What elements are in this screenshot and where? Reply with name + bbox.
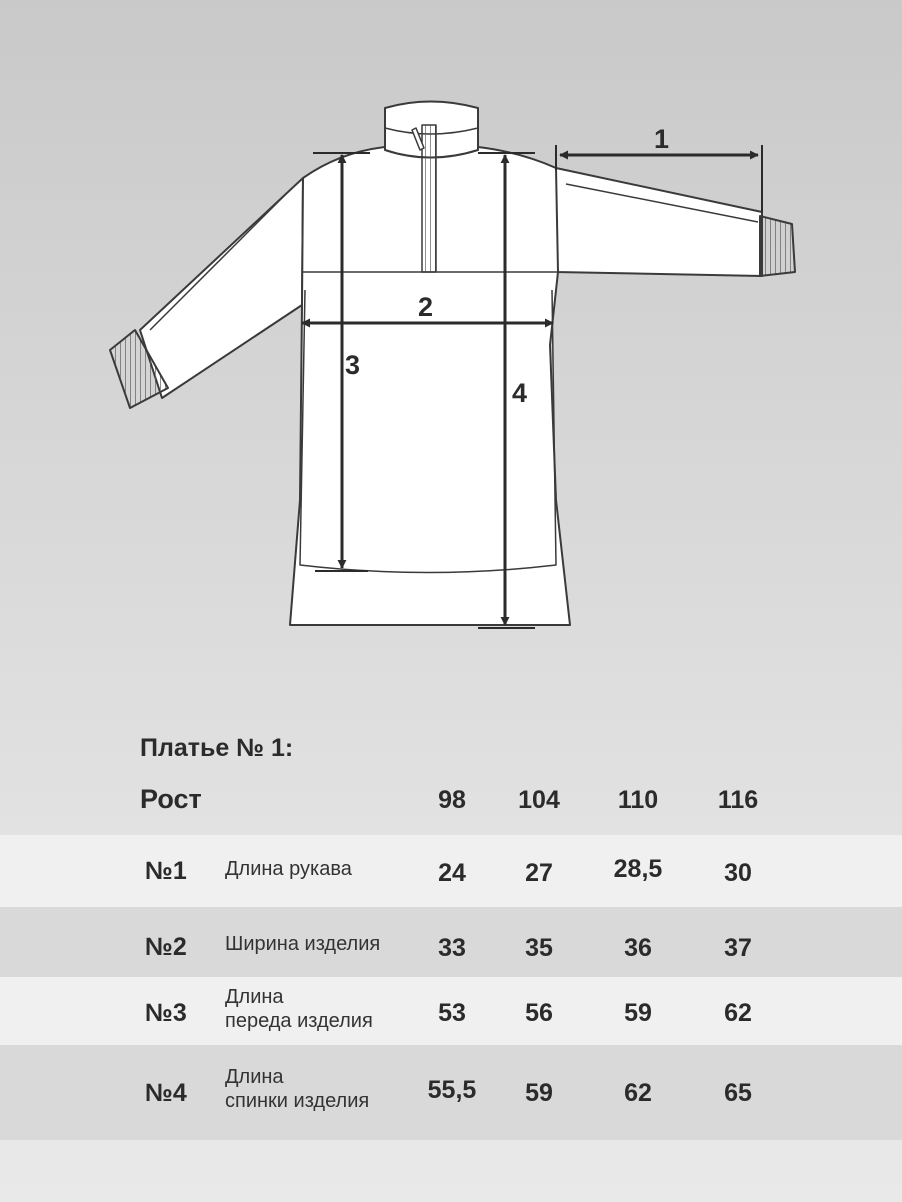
size-header: 110	[617, 786, 659, 814]
size-header: 116	[717, 786, 759, 814]
row-value: 28,5	[613, 855, 663, 883]
row-label: Ширина изделия	[225, 933, 381, 955]
table-row	[0, 907, 902, 977]
row-label: Длина рукава	[225, 858, 352, 880]
marker-1: 1	[654, 124, 670, 154]
row-label: Длина переда изделия	[225, 986, 373, 1032]
table-row	[0, 1045, 902, 1140]
row-value: 55,5	[427, 1076, 477, 1104]
dress-title: Платье № 1:	[140, 734, 294, 762]
row-value: 30	[724, 859, 752, 887]
row-number: №1	[145, 857, 187, 885]
row-value: 24	[438, 859, 466, 887]
row-value: 59	[525, 1079, 553, 1107]
size-header: 98	[438, 786, 466, 814]
row-number: №4	[145, 1079, 187, 1107]
left-sleeve	[140, 178, 303, 398]
row-value: 36	[624, 934, 652, 962]
marker-3: 3	[345, 350, 361, 380]
row-value: 33	[438, 934, 466, 962]
table-row	[0, 977, 902, 1045]
row-value: 37	[724, 934, 752, 962]
size-header: 104	[518, 786, 560, 814]
row-number: №2	[145, 933, 187, 961]
row-label: Длина спинки изделия	[225, 1066, 370, 1112]
row-value: 53	[438, 999, 466, 1027]
row-value: 59	[624, 999, 652, 1027]
row-value: 35	[525, 934, 553, 962]
marker-2: 2	[418, 292, 434, 322]
right-cuff	[760, 216, 795, 276]
table-row	[0, 835, 902, 907]
row-number: №3	[145, 999, 187, 1027]
right-sleeve	[556, 168, 762, 276]
marker-4: 4	[512, 378, 528, 408]
row-value: 62	[624, 1079, 652, 1107]
height-label: Рост	[140, 784, 202, 814]
row-value: 56	[525, 999, 553, 1027]
row-value: 65	[724, 1079, 752, 1107]
row-value: 27	[525, 859, 553, 887]
row-value: 62	[724, 999, 752, 1027]
